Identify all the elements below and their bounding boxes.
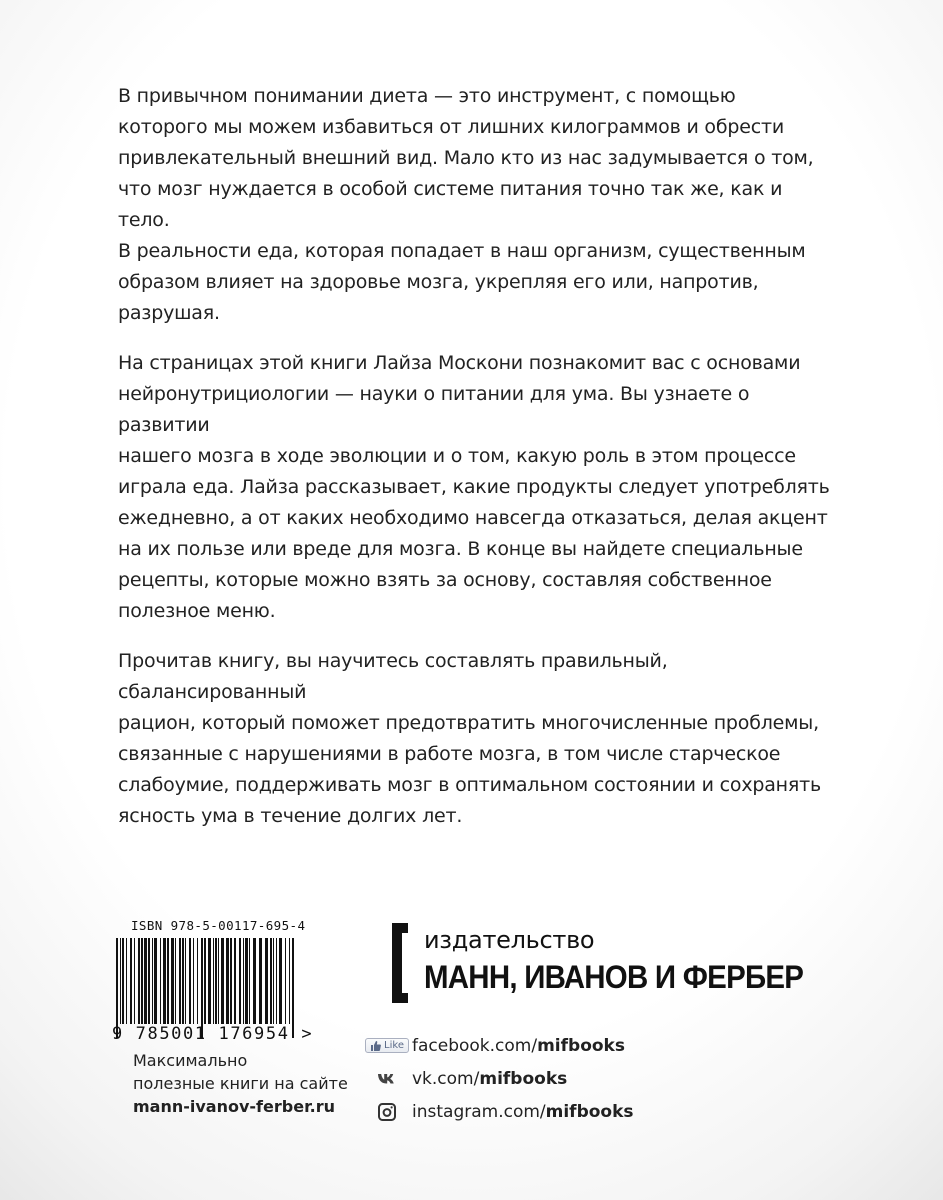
facebook-like-icon — [365, 1038, 409, 1053]
vk-link[interactable] — [362, 1062, 634, 1095]
publisher-name: МАНН, ИВАНОВ И ФЕРБЕР — [424, 959, 804, 995]
tagline-line-1: Максимально — [133, 1051, 248, 1070]
tagline-line-2: полезные книги на сайте — [133, 1074, 348, 1093]
publisher-website-link[interactable]: mann-ivanov-ferber.ru — [133, 1097, 336, 1116]
vk-handle: mifbooks — [479, 1068, 568, 1089]
publisher-logo-bracket — [392, 923, 408, 1003]
instagram-handle: mifbooks — [545, 1101, 634, 1122]
tagline — [133, 1049, 348, 1118]
publisher-label: издательство — [424, 926, 595, 954]
barcode-digits: 9 785001 176954 > — [112, 1024, 314, 1044]
description-paragraph-3: Прочитав книгу, вы научитесь составлять правильный, сбалансированный рацион, который поможет предотвратить многочисленные проблемы, связанные с нарушениями в работе мозга, в том числе старческое слабоумие, поддерживать мозг в оптимальном состоянии и сохранять ясность ума в течение долгих лет. — [118, 650, 821, 827]
instagram-link[interactable] — [362, 1095, 634, 1128]
isbn-label: ISBN 978-5-00117-695-4 — [131, 918, 306, 933]
description-paragraph-1: В привычном понимании диета — это инструмент, с помощью которого мы можем избавиться от лишних килограммов и обрести привлекательный внешний вид. Мало кто из нас задумывается о том, что мозг нуждается в особой системе питания точно так же, как и тело. В реальности еда, которая попадает в наш организм, существенным образом влияет на здоровье мозга, укрепляя его или, напротив, разрушая. — [118, 85, 814, 324]
description-paragraph-2: На страницах этой книги Лайза Москони познакомит вас с основами нейронутрициологии — науки о питании для ума. Вы узнаете о развитии нашего мозга в ходе эволюции и о том, какую роль в этом процессе играла еда. Лайза рассказывает, какие продукты следует употреблять ежедневно, а от каких необходимо навсегда отказаться, делая акцент на их пользе или вреде для мозга. В конце вы найдете специальные рецепты, которые можно взять за основу, составляя собственное полезное меню. — [118, 352, 830, 622]
facebook-prefix: facebook.com/ — [412, 1035, 538, 1056]
facebook-link[interactable] — [362, 1029, 634, 1062]
instagram-prefix: instagram.com/ — [412, 1101, 546, 1122]
instagram-icon — [362, 1103, 412, 1121]
book-description — [118, 81, 838, 851]
vk-prefix: vk.com/ — [412, 1068, 480, 1089]
social-links — [362, 1029, 634, 1128]
vk-icon — [362, 1072, 412, 1086]
facebook-handle: mifbooks — [537, 1035, 625, 1056]
like-label: Like — [384, 1040, 404, 1051]
